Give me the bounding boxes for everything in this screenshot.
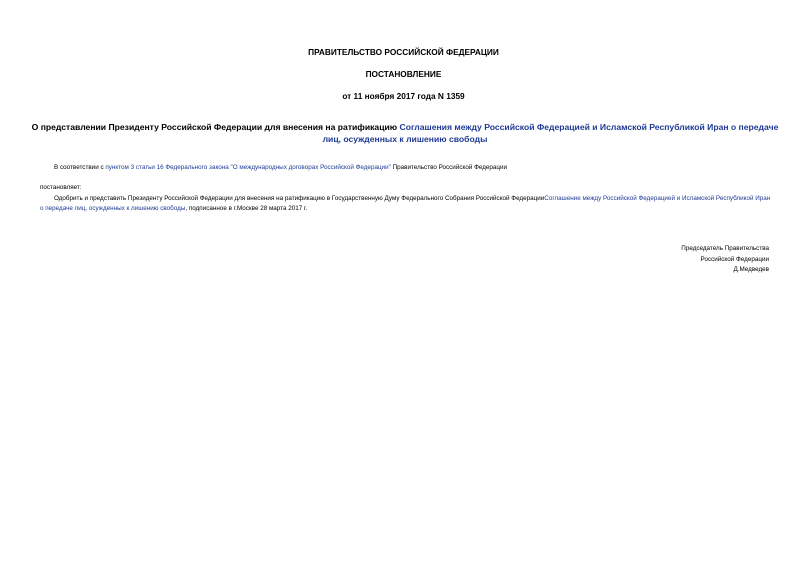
basis-suffix: Правительство Российской Федерации xyxy=(390,164,508,171)
agreement-link[interactable]: Соглашение между Российской Федерацией и Исламской Республикой Иран о передаче лиц, осужденных к лишению свободы xyxy=(40,195,771,212)
document-title xyxy=(30,121,780,145)
date-number-heading: от 11 ноября 2017 года N 1359 xyxy=(342,91,465,101)
government-heading: ПРАВИТЕЛЬСТВО РОССИЙСКОЙ ФЕДЕРАЦИИ xyxy=(308,47,499,57)
resolution-paragraph xyxy=(40,194,774,214)
title-agreement-link[interactable]: Соглашения между Российской Федерацией и Исламской Республикой Иран о передаче лиц, осужденных к лишению свободы xyxy=(322,122,779,144)
signatory-position: Председатель Правительства xyxy=(681,245,769,252)
signature-block xyxy=(569,244,769,276)
resolution-prefix: Одобрить и представить Президенту Российской Федерации для внесения на ратификацию в Государственную Думу Федерального Собрания Российской Федерации xyxy=(54,195,545,202)
resolves-text: постановляет: xyxy=(40,184,82,191)
basis-paragraph xyxy=(54,163,774,173)
resolution-suffix: , подписанное в г.Москве 28 марта 2017 г. xyxy=(185,205,308,212)
document-type-heading: ПОСТАНОВЛЕНИЕ xyxy=(365,69,442,79)
federal-law-link[interactable]: пунктом 3 статьи 16 Федерального закона "О международных договорах Российской Федерации" xyxy=(105,164,391,171)
signatory-organization: Российской Федерации xyxy=(700,255,769,263)
title-prefix: О представлении Президенту Российской Федерации для внесения на ратификацию xyxy=(31,122,400,132)
signatory-name: Д.Медведев xyxy=(733,266,769,273)
basis-prefix: В соответствии с xyxy=(54,164,106,171)
